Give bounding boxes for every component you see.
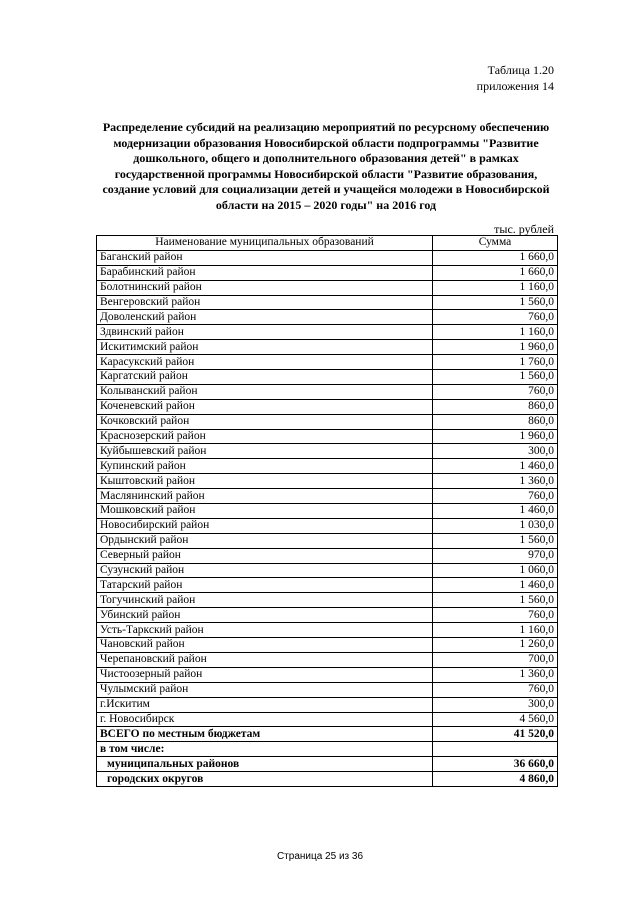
municipality-name: г.Искитим [97,697,433,712]
subsidy-sum: 300,0 [433,444,558,459]
subsidy-sum: 760,0 [433,608,558,623]
subsidy-sum: 860,0 [433,414,558,429]
municipality-name: Барабинский район [97,265,433,280]
table-row [97,474,558,489]
table-row [97,638,558,653]
municipal-districts-sum: 36 660,0 [433,757,558,772]
table-row [97,652,558,667]
municipality-name: Тогучинский район [97,593,433,608]
subsidy-sum: 1 660,0 [433,250,558,265]
including-row [97,742,558,757]
subsidy-sum: 760,0 [433,310,558,325]
subsidy-sum: 1 460,0 [433,578,558,593]
municipality-name: Усть-Таркский район [97,623,433,638]
subsidy-sum: 1 460,0 [433,504,558,519]
municipality-name: Карасукский район [97,355,433,370]
units-label: тыс. рублей [494,222,554,236]
municipal-districts-label: муниципальных районов [97,757,433,772]
table-row [97,340,558,355]
municipality-name: Краснозерский район [97,429,433,444]
appendix-number: приложения 14 [476,79,554,93]
subsidy-sum: 760,0 [433,682,558,697]
municipality-name: Татарский район [97,578,433,593]
municipality-name: Коченевский район [97,399,433,414]
municipality-name: Доволенский район [97,310,433,325]
subsidy-sum: 1 360,0 [433,474,558,489]
including-empty-cell [433,742,558,757]
table-header-row [97,236,558,251]
municipality-name: Каргатский район [97,370,433,385]
municipality-name: Искитимский район [97,340,433,355]
table-row [97,578,558,593]
subsidy-sum: 4 560,0 [433,712,558,727]
table-row [97,250,558,265]
table-row [97,489,558,504]
subsidy-sum: 1 260,0 [433,638,558,653]
table-number: Таблица 1.20 [487,63,554,77]
subsidy-sum: 1 760,0 [433,355,558,370]
subsidy-sum: 1 960,0 [433,429,558,444]
municipality-name: Мошковский район [97,504,433,519]
table-row [97,295,558,310]
table-row [97,310,558,325]
table-row [97,504,558,519]
subsidy-sum: 1 160,0 [433,280,558,295]
table-row [97,399,558,414]
municipality-name: Кыштовский район [97,474,433,489]
table-row [97,370,558,385]
municipality-name: Купинский район [97,459,433,474]
municipality-name: Здвинский район [97,325,433,340]
municipality-name: Венгеровский район [97,295,433,310]
subsidy-sum: 1 660,0 [433,265,558,280]
subsidy-sum: 1 560,0 [433,533,558,548]
table-row [97,355,558,370]
municipality-name: Чистоозерный район [97,667,433,682]
column-header-name: Наименование муниципальных образований [97,236,433,251]
subsidy-sum: 1 560,0 [433,295,558,310]
municipality-name: Убинский район [97,608,433,623]
city-districts-label: городских округов [97,772,433,787]
municipality-name: Баганский район [97,250,433,265]
subsidy-sum: 860,0 [433,399,558,414]
table-row [97,325,558,340]
table-row [97,280,558,295]
subsidy-table [96,235,558,787]
column-header-sum: Сумма [433,236,558,251]
subsidy-sum: 760,0 [433,489,558,504]
subsidy-sum: 760,0 [433,384,558,399]
subsidy-sum: 700,0 [433,652,558,667]
document-title: Распределение субсидий на реализацию мероприятий по ресурсному обеспечению модернизации образования Новосибирской области подпрограммы "Развитие дошкольного, общего и дополнительного образования детей" в рамках государственной программы Новосибирской области "Развитие образования, создание условий для социализации детей и учащейся молодежи в Новосибирской области на 2015 – 2020 годы" на 2016 год [102,120,550,212]
municipality-name: г. Новосибирск [97,712,433,727]
including-label: в том числе: [97,742,433,757]
municipality-name: Северный район [97,548,433,563]
municipality-name: Сузунский район [97,563,433,578]
table-row [97,414,558,429]
table-reference [477,62,554,94]
table-row [97,533,558,548]
table-row [97,593,558,608]
table-row [97,429,558,444]
table-row [97,444,558,459]
subsidy-sum: 1 360,0 [433,667,558,682]
subsidy-sum: 1 560,0 [433,593,558,608]
municipality-name: Болотнинский район [97,280,433,295]
table-row [97,265,558,280]
subsidy-sum: 1 060,0 [433,563,558,578]
table-row [97,563,558,578]
municipality-name: Ордынский район [97,533,433,548]
total-sum: 41 520,0 [433,727,558,742]
municipality-name: Черепановский район [97,652,433,667]
table-row [97,384,558,399]
municipality-name: Кочковский район [97,414,433,429]
table-row [97,623,558,638]
subsidy-sum: 970,0 [433,548,558,563]
table-body [97,250,558,727]
municipality-name: Новосибирский район [97,518,433,533]
table-row [97,667,558,682]
city-districts-sum: 4 860,0 [433,772,558,787]
municipality-name: Маслянинский район [97,489,433,504]
table-row [97,548,558,563]
table-row [97,712,558,727]
subsidy-sum: 1 960,0 [433,340,558,355]
municipality-name: Куйбышевский район [97,444,433,459]
subsidy-sum: 1 030,0 [433,518,558,533]
subsidy-sum: 1 160,0 [433,623,558,638]
table-row [97,608,558,623]
subsidy-sum: 1 160,0 [433,325,558,340]
table-row [97,459,558,474]
page-footer: Страница 25 из 36 [276,851,364,862]
total-label: ВСЕГО по местным бюджетам [97,727,433,742]
table-row [97,682,558,697]
subsidy-sum: 1 560,0 [433,370,558,385]
municipality-name: Чановский район [97,638,433,653]
city-districts-row [97,772,558,787]
municipal-districts-row [97,757,558,772]
municipality-name: Чулымский район [97,682,433,697]
table-row [97,518,558,533]
municipality-name: Колыванский район [97,384,433,399]
subsidy-sum: 1 460,0 [433,459,558,474]
total-row [97,727,558,742]
table-row [97,697,558,712]
subsidy-sum: 300,0 [433,697,558,712]
